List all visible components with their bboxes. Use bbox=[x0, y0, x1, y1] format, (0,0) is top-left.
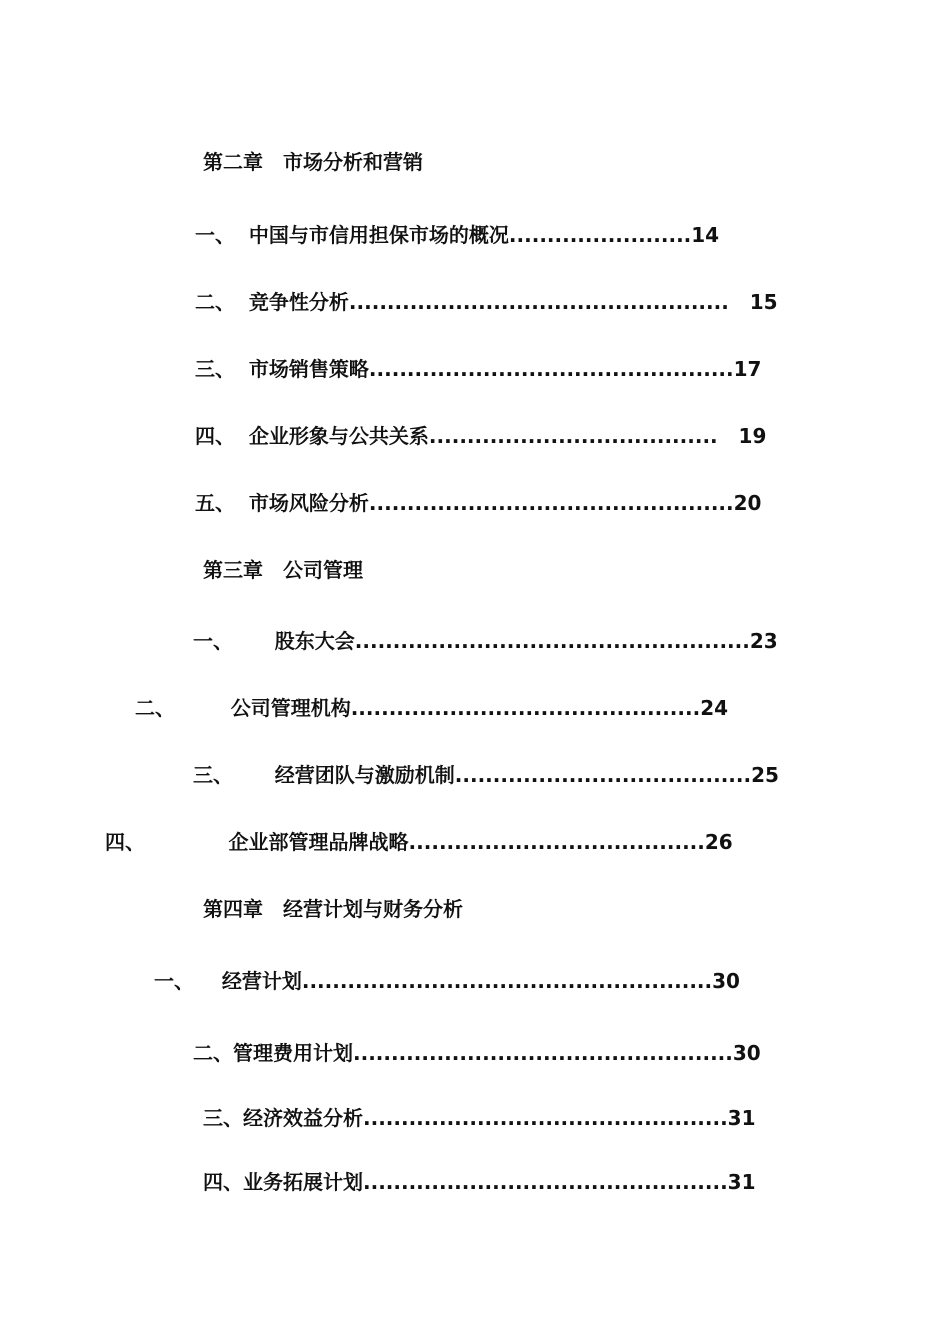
toc-entry-2-2: 二、 竞争性分析.................................................. 15 bbox=[195, 290, 778, 314]
chapter-2-title: 第二章 市场分析和营销 bbox=[203, 150, 423, 174]
toc-entry-2-5: 五、 市场风险分析................................................20 bbox=[195, 491, 762, 515]
toc-entry-3-2: 二、 公司管理机构..............................................24 bbox=[135, 696, 729, 720]
toc-entry-4-2: 二、管理费用计划..................................................30 bbox=[193, 1041, 761, 1065]
toc-entry-2-3: 三、 市场销售策略................................................17 bbox=[195, 357, 762, 381]
toc-entry-3-4: 四、 企业部管理品牌战略.......................................26 bbox=[105, 830, 733, 854]
chapter-4-title: 第四章 经营计划与财务分析 bbox=[203, 897, 463, 921]
toc-entry-3-3: 三、 经营团队与激励机制.......................................25 bbox=[193, 763, 779, 787]
toc-entry-4-1: 一、 经营计划......................................................30 bbox=[154, 969, 740, 993]
toc-entry-2-4: 四、 企业形象与公共关系...................................... 19 bbox=[195, 424, 767, 448]
toc-entry-4-4: 四、业务拓展计划................................................31 bbox=[203, 1170, 756, 1194]
toc-entry-2-1: 一、 中国与市信用担保市场的概况........................14 bbox=[195, 223, 720, 247]
toc-entry-4-3: 三、经济效益分析................................................31 bbox=[203, 1106, 756, 1130]
chapter-3-title: 第三章 公司管理 bbox=[203, 558, 363, 582]
toc-entry-3-1: 一、 股东大会....................................................23 bbox=[193, 629, 778, 653]
